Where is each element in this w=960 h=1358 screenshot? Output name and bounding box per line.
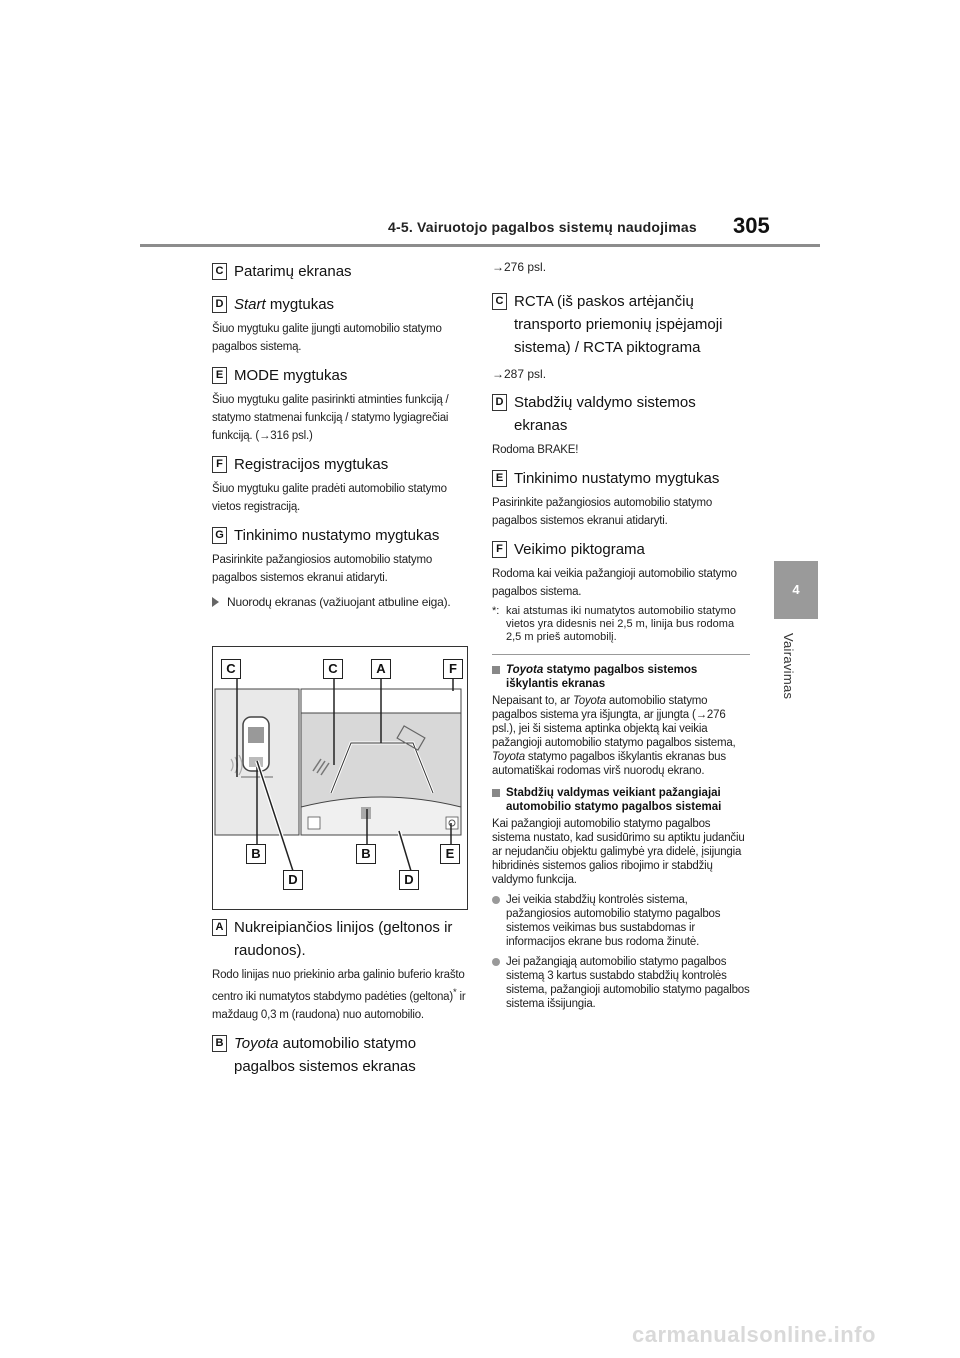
item-g <box>212 524 470 587</box>
para-italic: Toyota <box>572 695 606 707</box>
item-body-text: Rodo linijas nuo priekinio arba galinio buferio krašto centro iki numatytos stabdymo padėties (geltona) <box>212 969 465 1003</box>
para-text: automobilio statymo pagalbos sistema yra išjungta, ar įjungta (→276 psl.), jei ši sistema aptinka objektą kai veikia pažangioji automobilio statymo pagalbos sistema, <box>492 695 736 749</box>
section-paragraph: Kai pažangioji automobilio statymo pagalbos sistema nustato, kad susidūrimo su aptiktu judančiu ar nejudančiu objektu galimybė yra didelė, įsijungia hibridinės sistemos galios ribojimo ir stabdžių valdymo funkcija. <box>492 818 745 886</box>
letter-box: C <box>492 293 507 310</box>
letter-box: E <box>212 367 227 384</box>
letter-box: F <box>492 541 507 558</box>
item-title: Tinkinimo nustatymo mygtukas <box>234 527 440 544</box>
callout-c-center: C <box>323 659 343 679</box>
item-a <box>212 916 470 1024</box>
section-paragraph <box>492 694 750 778</box>
letter-box: C <box>212 263 227 280</box>
item-title-italic: Toyota <box>234 1034 279 1052</box>
item-c <box>212 260 470 283</box>
bullet-text: Jei pažangiąją automobilio statymo pagalbos sistemą 3 kartus sustabdo stabdžių kontrolės sistema, pažangioji automobilio statymo pagalbos sistema išsijungia. <box>506 956 750 1010</box>
letter-box: B <box>212 1035 227 1052</box>
header-divider <box>140 244 820 247</box>
item-e-right <box>492 467 750 530</box>
bullet-icon <box>492 958 500 966</box>
item-body: Pasirinkite pažangiosios automobilio statymo pagalbos sistemos ekranui atidaryti. <box>492 497 713 527</box>
item-body: Šiuo mygtuku galite įjungti automobilio statymo pagalbos sistemą. <box>212 323 442 353</box>
screen-figure <box>212 646 468 910</box>
item-d-right <box>492 391 750 459</box>
page-reference: →287 psl. <box>492 367 547 381</box>
item-body-text-end: ir maždaug 0,3 m (raudona) nuo automobilio. <box>212 990 466 1021</box>
callout-a: A <box>371 659 391 679</box>
item-e <box>212 364 470 445</box>
item-body: Rodoma kai veikia pažangioji automobilio statymo pagalbos sistema. <box>492 568 737 598</box>
item-body: Šiuo mygtuku galite pradėti automobilio statymo vietos registraciją. <box>212 483 447 513</box>
letter-box: F <box>212 456 227 473</box>
letter-box: E <box>492 470 507 487</box>
car-window <box>248 727 264 743</box>
section-title: statymo pagalbos sistemos iškylantis ekranas <box>506 664 698 690</box>
item-title: Stabdžių valdymo sistemos ekranas <box>514 394 696 434</box>
letter-box: D <box>492 394 507 411</box>
footnote-text: kai atstumas iki numatytos automobilio statymo vietos yra didesnis nei 2,5 m, linija bus rodoma 2,5 m prieš automobilį. <box>506 605 736 643</box>
item-c-right <box>492 290 750 383</box>
divider <box>492 654 750 655</box>
item-b <box>212 1032 470 1078</box>
item-title: automobilio statymo pagalbos sistemos ekranas <box>234 1034 417 1075</box>
square-icon <box>492 666 500 674</box>
para-text: statymo pagalbos iškylantis ekranas bus automatiškai rodomas virš nuorodų ekrano. <box>492 751 726 777</box>
watermark: carmanualsonline.info <box>632 1322 876 1347</box>
para-text: Nepaisant to, ar <box>492 695 573 707</box>
left-column-lower <box>212 916 470 1078</box>
footnote-mark: *: <box>492 605 500 617</box>
bullet-icon <box>492 896 500 904</box>
item-title: Registracijos mygtukas <box>234 456 389 473</box>
callout-e: E <box>440 844 460 864</box>
item-title: MODE mygtukas <box>234 367 348 384</box>
item-title: mygtukas <box>265 296 335 313</box>
footnote-mark: * <box>452 987 457 998</box>
chapter-tab: 4 <box>774 561 818 619</box>
item-f <box>212 453 470 516</box>
item-body <box>212 966 470 1024</box>
callout-d-right: D <box>399 870 419 890</box>
item-title: Tinkinimo nustatymo mygtukas <box>514 470 720 487</box>
chapter-label: Vairavimas <box>781 633 796 700</box>
item-body: Rodoma BRAKE! <box>492 444 579 456</box>
footnote <box>492 605 750 644</box>
callout-d-left: D <box>283 870 303 890</box>
callout-b-center: B <box>356 844 376 864</box>
letter-box: G <box>212 527 227 544</box>
item-f-right <box>492 538 750 601</box>
section-heading <box>492 786 750 814</box>
bullet-item <box>492 955 750 1011</box>
page-reference: →276 psl. <box>492 260 547 274</box>
section-heading <box>492 663 750 691</box>
callout-c-left: C <box>221 659 241 679</box>
left-column <box>212 260 470 609</box>
item-body: Šiuo mygtuku galite pasirinkti atminties funkciją / statymo statmenai funkciją / statymo lygiagrečiai funkciją. (→316 psl.) <box>212 394 449 442</box>
item-title: Veikimo piktograma <box>514 541 645 558</box>
letter-box: A <box>212 919 227 936</box>
triangle-icon <box>212 597 219 607</box>
section-title: Stabdžių valdymas veikiant pažangiajai automobilio statymo pagalbos sistemai <box>506 787 722 813</box>
callout-b-left: B <box>246 844 266 864</box>
screen-illustration <box>213 647 467 909</box>
right-column <box>492 258 750 1011</box>
section-title-italic: Toyota <box>506 664 544 676</box>
guide-heading <box>212 595 470 609</box>
page-number: 305 <box>733 213 770 238</box>
item-body: Pasirinkite pažangiosios automobilio statymo pagalbos sistemos ekranui atidaryti. <box>212 554 433 584</box>
item-title: RCTA (iš paskos artėjančių transporto priemonių įspėjamoji sistema) / RCTA piktograma <box>514 293 723 356</box>
para-italic: Toyota <box>492 751 525 763</box>
guide-heading-text: Nuorodų ekranas (važiuojant atbuline eiga). <box>227 595 451 609</box>
section-title: 4-5. Vairuotojo pagalbos sistemų naudojimas <box>388 219 697 235</box>
gear-icon <box>446 817 458 829</box>
item-title: Patarimų ekranas <box>234 263 352 280</box>
letter-box: D <box>212 296 227 313</box>
callout-f: F <box>443 659 463 679</box>
item-title: Nukreipiančios linijos (geltonos ir raudonos). <box>234 919 453 959</box>
brake-icon <box>308 817 320 829</box>
bullet-item <box>492 893 750 949</box>
item-title-italic: Start <box>234 296 266 313</box>
bullet-text: Jei veikia stabdžių kontrolės sistema, pažangiosios automobilio statymo pagalbos sistemos veikimas bus sustabdomas ir informacijos ekrane bus rodoma žinutė. <box>506 894 721 948</box>
square-icon <box>492 789 500 797</box>
item-d <box>212 293 470 356</box>
